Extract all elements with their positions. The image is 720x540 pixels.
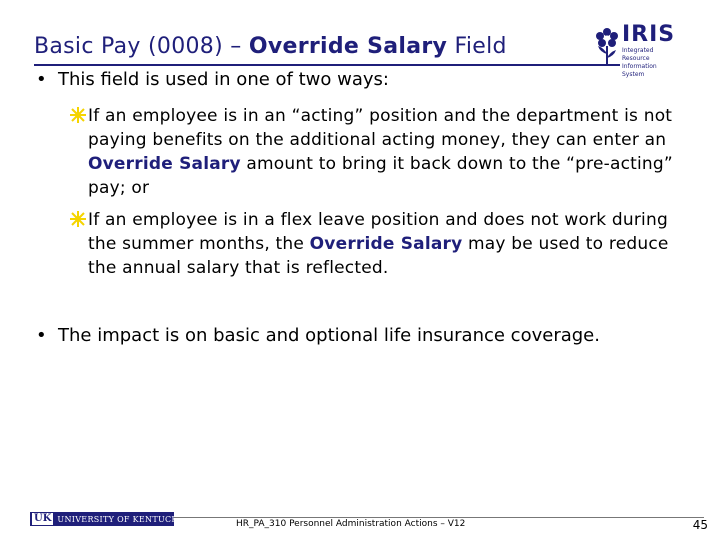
star-bullet-icon bbox=[70, 211, 86, 227]
bullet-dot-icon: • bbox=[36, 69, 47, 90]
footer-course-title: HR_PA_310 Personnel Administration Actions – V12 bbox=[236, 519, 466, 529]
bullet-dot-icon: • bbox=[36, 325, 47, 346]
flower-logo-icon bbox=[592, 22, 622, 66]
logo-subtitle: Integrated Resource Information System bbox=[622, 47, 657, 78]
title-prefix: Basic Pay (0008) – bbox=[34, 34, 249, 59]
bullet-text: The impact is on basic and optional life insurance coverage. bbox=[58, 325, 600, 346]
title-underline bbox=[34, 64, 620, 66]
university-name: UNIVERSITY OF KENTUCKY bbox=[57, 514, 184, 524]
title-suffix: Field bbox=[447, 34, 507, 59]
sub-item bbox=[88, 208, 698, 280]
uk-logo bbox=[30, 512, 184, 526]
bullet-text: This field is used in one of two ways: bbox=[58, 69, 389, 90]
sub-item-text: amount to bring it back down to the “pre-acting” pay; or bbox=[88, 154, 673, 198]
override-salary-term: Override Salary bbox=[88, 154, 241, 174]
slide-title bbox=[34, 34, 507, 59]
uk-mark: UK bbox=[34, 513, 52, 524]
sub-item bbox=[88, 104, 698, 200]
sub-item-text: If an employee is in a flex leave position and does not work during the summer months, the bbox=[88, 210, 668, 254]
page-number: 45 bbox=[692, 518, 708, 532]
iris-logo bbox=[592, 20, 682, 78]
override-salary-term: Override Salary bbox=[309, 234, 463, 254]
logo-wordmark: IRIS bbox=[622, 22, 676, 47]
sub-item-text: If an employee is in an “acting” position and the department is not paying benefits on the additional acting money, they can enter an bbox=[88, 106, 673, 150]
sub-item-text: may be used to reduce the annual salary that is reflected. bbox=[88, 234, 669, 278]
footer-divider bbox=[174, 517, 704, 518]
star-bullet-icon bbox=[70, 107, 86, 123]
title-strong: Override Salary bbox=[248, 34, 448, 59]
